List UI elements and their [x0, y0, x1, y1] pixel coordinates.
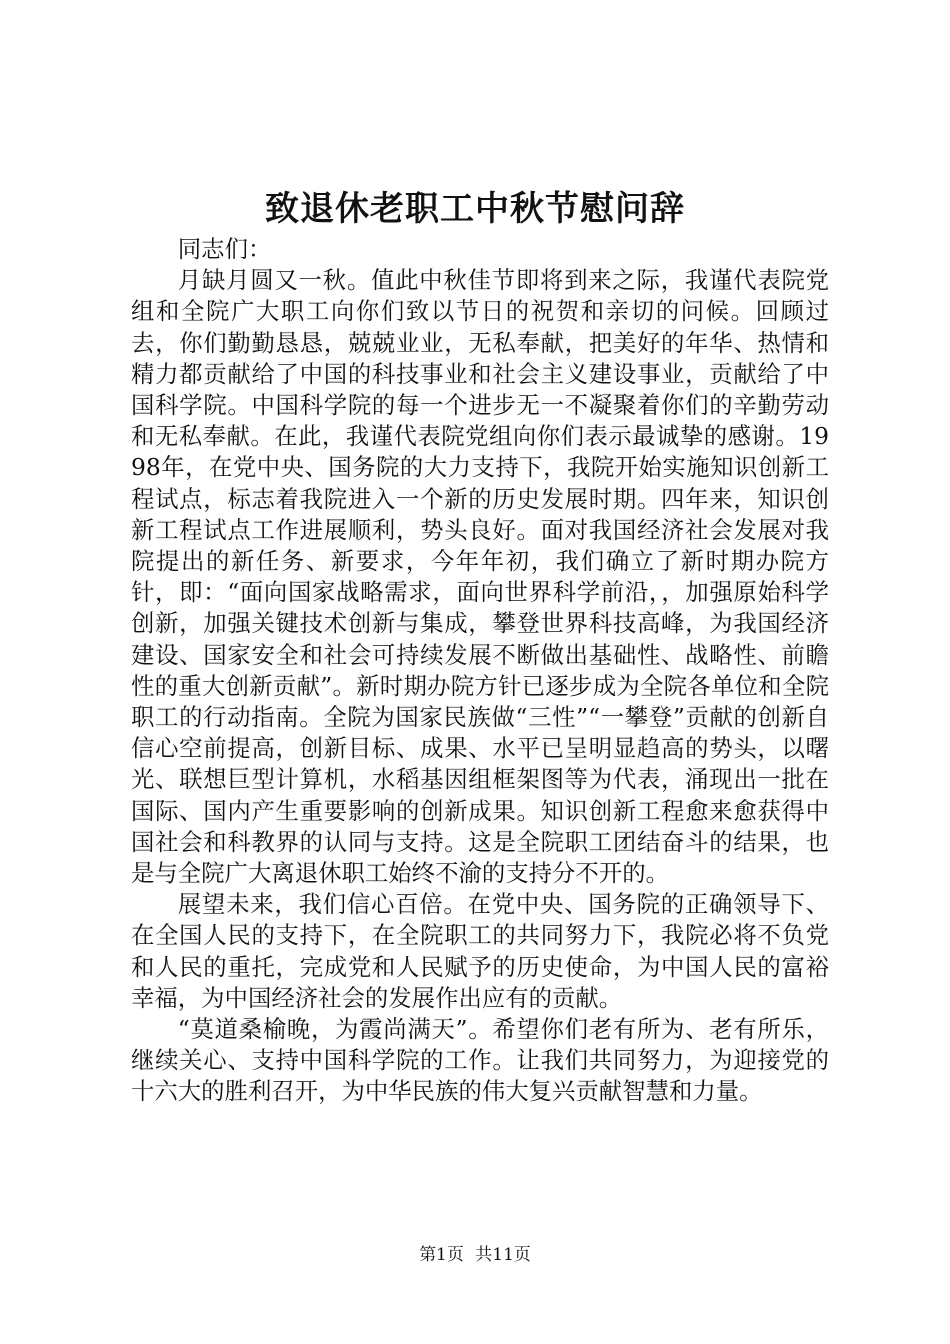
- paragraph-3: “莫道桑榆晚，为霞尚满天”。希望你们老有所为、老有所乐，继续关心、支持中国科学院的工作。让我们共同努力，为迎接党的十六大的胜利召开，为中华民族的伟大复兴贡献智慧和力量。: [131, 1015, 829, 1106]
- page-total: 共11页: [475, 1245, 531, 1265]
- page-footer: [0, 1244, 950, 1266]
- paragraph-2: 展望未来，我们信心百倍。在党中央、国务院的正确领导下、在全国人民的支持下，在全院职工的共同努力下，我院必将不负党和人民的重托，完成党和人民赋予的历史使命，为中国人民的富裕幸福，为中国经济社会的发展作出应有的贡献。: [131, 890, 829, 1012]
- document-body: [131, 234, 829, 1108]
- paragraph-1: 月缺月圆又一秋。值此中秋佳节即将到来之际，我谨代表院党组和全院广大职工向你们致以节日的祝贺和亲切的问候。回顾过去，你们勤勤恳恳，兢兢业业，无私奉献，把美好的年华、热情和精力都贡献给了中国的科技事业和社会主义建设事业，贡献给了中国科学院。中国科学院的每一个进步无一不凝聚着你们的辛勤劳动和无私奉献。在此，我谨代表院党组向你们表示最诚挚的感谢。1998年，在党中央、国务院的大力支持下，我院开始实施知识创新工程试点，标志着我院进入一个新的历史发展时期。四年来，知识创新工程试点工作进展顺利，势头良好。面对我国经济社会发展对我院提出的新任务、新要求，今年年初，我们确立了新时期办院方针，即：“面向国家战略需求，面向世界科学前沿，，加强原始科学创新，加强关键技术创新与集成，攀登世界科技高峰，为我国经济建设、国家安全和社会可持续发展不断做出基础性、战略性、前瞻性的重大创新贡献”。新时期办院方针已逐步成为全院各单位和全院职工的行动指南。全院为国家民族做“三性”“一攀登”贡献的创新自信心空前提高，创新目标、成果、水平已呈明显趋高的势头，以曙光、联想巨型计算机，水稻基因组框架图等为代表，涌现出一批在国际、国内产生重要影响的创新成果。知识创新工程愈来愈获得中国社会和科教界的认同与支持。这是全院职工团结奋斗的结果，也是与全院广大离退休职工始终不渝的支持分不开的。: [131, 266, 829, 888]
- salutation: 同志们：: [177, 235, 272, 263]
- document-title: 致退休老职工中秋节慰问辞: [265, 189, 685, 229]
- page-number: 第1页: [419, 1245, 464, 1265]
